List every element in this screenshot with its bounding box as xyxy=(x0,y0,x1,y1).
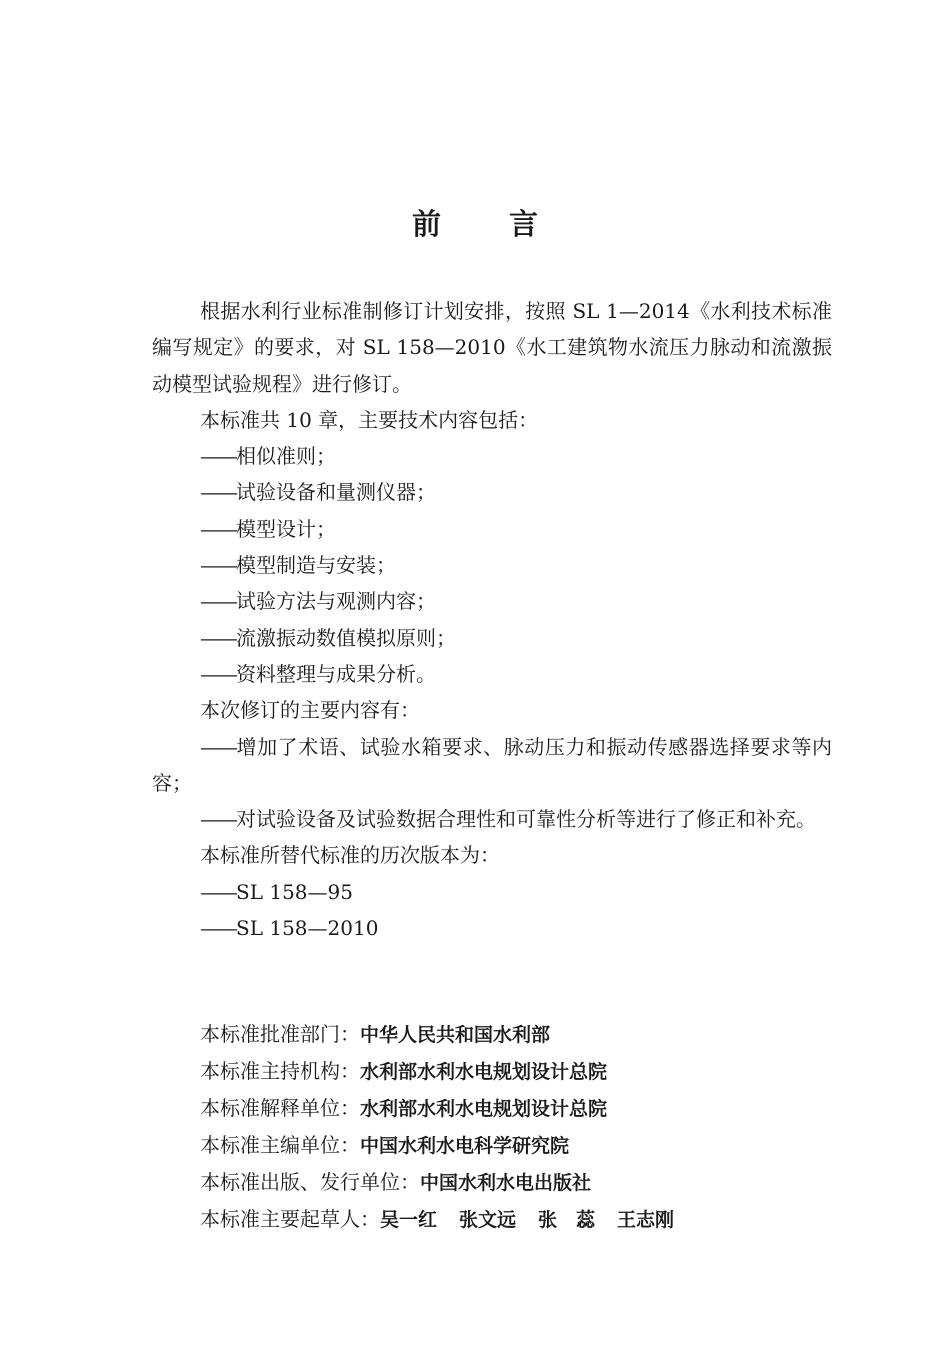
interpreter-label: 本标准解释单位： xyxy=(200,1096,360,1120)
history-item: ——SL 158—95 xyxy=(200,879,353,904)
approver-value: 中华人民共和国水利部 xyxy=(360,1024,551,1046)
list-dash: —— xyxy=(200,625,236,650)
drafter-name: 吴一红 xyxy=(380,1209,438,1231)
approver-label: 本标准批准部门： xyxy=(200,1022,360,1046)
list-dash: —— xyxy=(200,661,236,686)
host-row xyxy=(200,1053,840,1090)
list-dash: —— xyxy=(200,734,236,759)
standard-info xyxy=(200,1016,840,1238)
revision-intro: 本次修订的主要内容有： xyxy=(200,698,420,723)
drafter-name: 张 蕊 xyxy=(538,1209,596,1231)
chapter-item: ——模型设计； xyxy=(200,516,336,541)
interpreter-value: 水利部水利水电规划设计总院 xyxy=(360,1098,608,1120)
chapter-item: ——试验设备和量测仪器； xyxy=(200,480,436,505)
publisher-value: 中国水利水电出版社 xyxy=(420,1172,592,1194)
approver-row xyxy=(200,1016,840,1053)
list-dash: —— xyxy=(200,589,236,614)
list-dash: —— xyxy=(200,444,236,469)
chapter-item: ——试验方法与观测内容； xyxy=(200,589,436,614)
revision-item: ——对试验设备及试验数据合理性和可靠性分析等进行了修正和补充。 xyxy=(200,807,816,832)
interpreter-row xyxy=(200,1090,840,1127)
host-label: 本标准主持机构： xyxy=(200,1059,360,1083)
list-dash: —— xyxy=(200,480,236,505)
chapter-item: ——模型制造与安装； xyxy=(200,553,396,578)
host-value: 水利部水利水电规划设计总院 xyxy=(360,1061,608,1083)
drafters-label: 本标准主要起草人： xyxy=(200,1207,380,1231)
page-title: 前言 xyxy=(411,207,606,241)
publisher-label: 本标准出版、发行单位： xyxy=(200,1170,420,1194)
history-item: ——SL 158—2010 xyxy=(200,916,379,941)
editor-label: 本标准主编单位： xyxy=(200,1133,360,1157)
chapter-item: ——相似准则； xyxy=(200,444,336,469)
chapter-item: ——流激振动数值模拟原则； xyxy=(200,625,456,650)
drafter-name: 王志刚 xyxy=(617,1209,675,1231)
publisher-row xyxy=(200,1164,840,1201)
drafter-name: 张文远 xyxy=(459,1209,517,1231)
drafters-list xyxy=(380,1209,674,1231)
list-dash: —— xyxy=(200,916,236,941)
list-dash: —— xyxy=(200,807,236,832)
list-dash: —— xyxy=(200,879,236,904)
history-intro: 本标准所替代标准的历次版本为： xyxy=(200,843,500,868)
list-dash: —— xyxy=(200,516,236,541)
drafters-row xyxy=(200,1201,840,1238)
chapter-item: ——资料整理与成果分析。 xyxy=(200,661,436,686)
editor-row xyxy=(200,1127,840,1164)
list-dash: —— xyxy=(200,553,236,578)
editor-value: 中国水利水电科学研究院 xyxy=(360,1135,570,1157)
foreword-body xyxy=(152,293,832,946)
intro-paragraph: 根据水利行业标准制修订计划安排，按照 SL 1—2014《水利技术标准编写规定》的要求，对 SL 158—2010《水工建筑物水流压力脉动和流激振动模型试验规程》进行修订。 xyxy=(152,299,832,396)
chapters-intro: 本标准共 10 章，主要技术内容包括： xyxy=(200,407,539,432)
revision-item: ——增加了术语、试验水箱要求、脉动压力和振动传感器选择要求等内容； xyxy=(152,734,832,795)
